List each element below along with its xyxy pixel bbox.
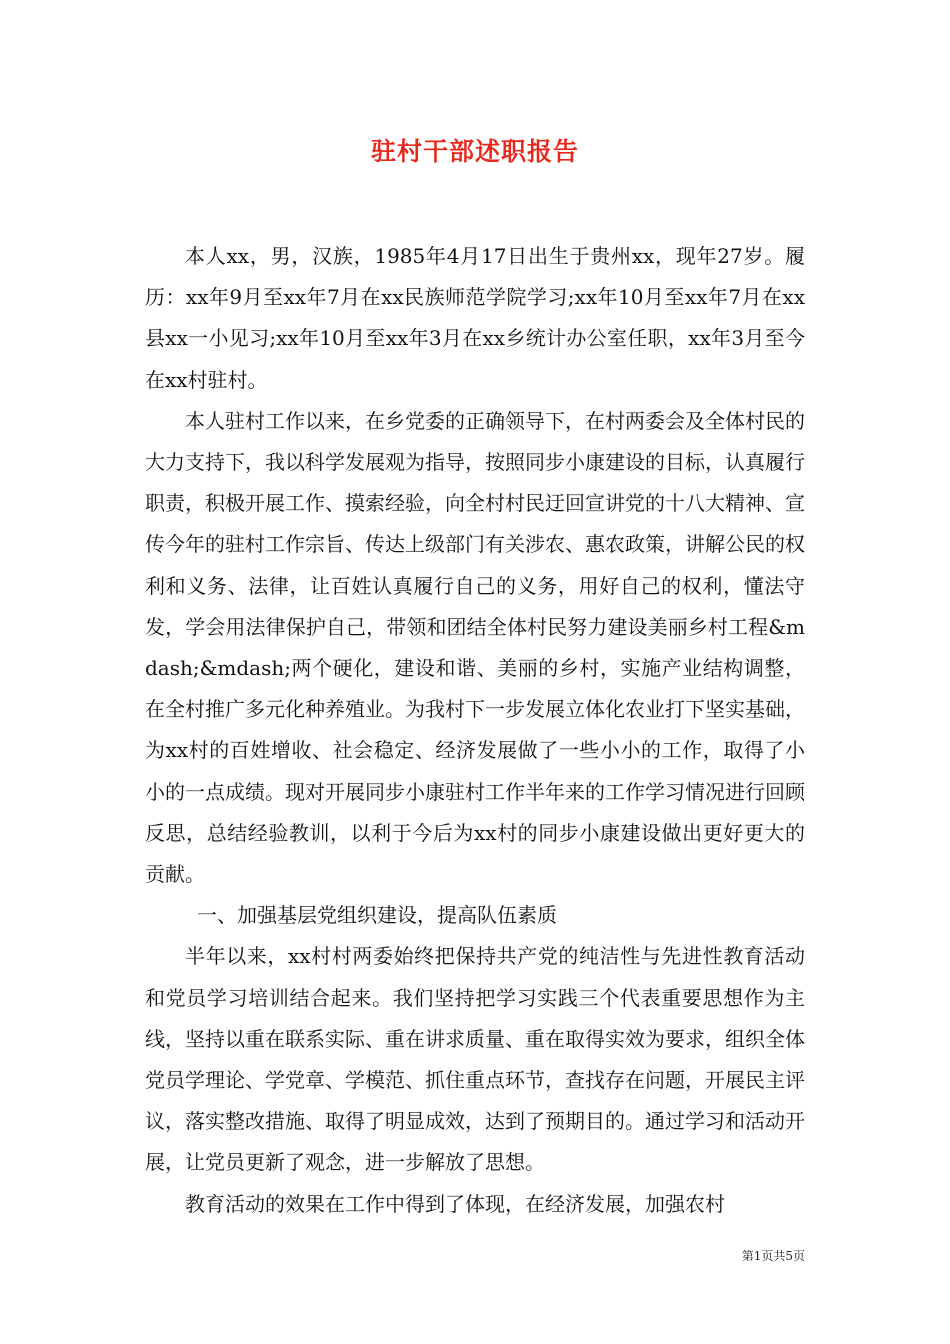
document-title: 驻村干部述职报告 xyxy=(370,137,579,166)
page-number-footer: 第1页共5页 xyxy=(741,1249,805,1263)
section-heading-party-building: 一、加强基层党组织建设，提高队伍素质 xyxy=(197,903,557,928)
paragraph-personal-info: 本人xx，男，汉族，1985年4月17日出生于贵州xx，现年27岁。履历：xx年9月至xx年7月在xx民族师范学院学习;xx年10月至xx年7月在xx县xx一小见习;xx年10月至xx年3月在xx乡统计办公室任职，xx年3月至今在xx村驻村。 xyxy=(145,244,805,392)
document-body xyxy=(145,236,805,1225)
paragraph-education-effect: 教育活动的效果在工作中得到了体现，在经济发展，加强农村 xyxy=(185,1191,725,1216)
paragraph-work-summary: 本人驻村工作以来，在乡党委的正确领导下，在村两委会及全体村民的大力支持下，我以科学发展观为指导，按照同步小康建设的目标，认真履行职责，积极开展工作、摸索经验，向全村村民迂回宣讲党的十八大精神、宣传今年的驻村工作宗旨、传达上级部门有关涉农、惠农政策，讲解公民的权利和义务、法律，让百姓认真履行自己的义务，用好自己的权利，懂法守发，学会用法律保护自己，带领和团结全体村民努力建设美丽乡村工程&mdash;&mdash;两个硬化，建设和谐、美丽的乡村，实施产业结构调整，在全村推广多元化种养殖业。为我村下一步发展立体化农业打下坚实基础，为xx村的百姓增收、社会稳定、经济发展做了一些小小的工作，取得了小小的一点成绩。现对开展同步小康驻村工作半年来的工作学习情况进行回顾反思，总结经验教训，以利于今后为xx村的同步小康建设做出更好更大的贡献。 xyxy=(145,408,805,887)
paragraph-party-education: 半年以来，xx村村两委始终把保持共产党的纯洁性与先进性教育活动和党员学习培训结合起来。我们坚持把学习实践三个代表重要思想作为主线，坚持以重在联系实际、重在讲求质量、重在取得实效为要求，组织全体党员学理论、学党章、学模范、抓住重点环节，查找存在问题，开展民主评议，落实整改措施、取得了明显成效，达到了预期目的。通过学习和活动开展，让党员更新了观念，进一步解放了思想。 xyxy=(145,944,805,1175)
